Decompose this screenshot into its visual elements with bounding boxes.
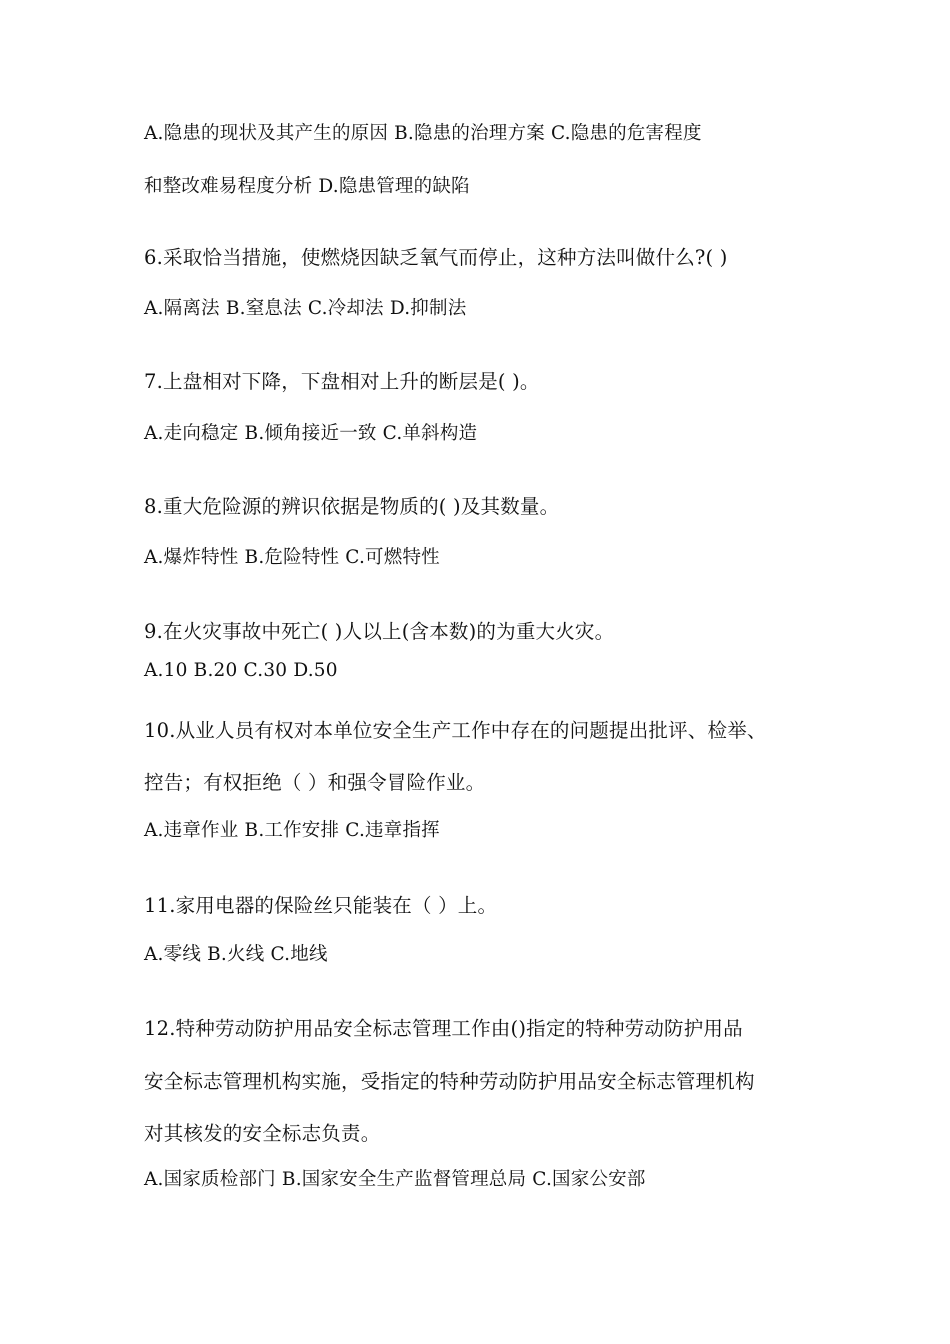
question-7-options: A.走向稳定 B.倾角接近一致 C.单斜构造 [144, 423, 478, 444]
question-12-text-line-1: 12.特种劳动防护用品安全标志管理工作由()指定的特种劳动防护用品 [144, 1017, 743, 1040]
question-12-text-line-3: 对其核发的安全标志负责。 [144, 1122, 381, 1145]
question-12-text-line-2: 安全标志管理机构实施，受指定的特种劳动防护用品安全标志管理机构 [144, 1070, 755, 1093]
question-12-options: A.国家质检部门 B.国家安全生产监督管理总局 C.国家公安部 [144, 1169, 646, 1190]
question-10-text-line-2: 控告；有权拒绝（ ）和强令冒险作业。 [144, 771, 486, 794]
question-11-text: 11.家用电器的保险丝只能装在（ ）上。 [144, 894, 498, 917]
question-5-options-line-2: 和整改难易程度分析 D.隐患管理的缺陷 [144, 176, 470, 197]
question-9-text: 9.在火灾事故中死亡( )人以上(含本数)的为重大火灾。 [144, 620, 615, 643]
question-8-text: 8.重大危险源的辨识依据是物质的( )及其数量。 [144, 495, 560, 518]
question-10-options: A.违章作业 B.工作安排 C.违章指挥 [144, 820, 440, 841]
question-6-text: 6.采取恰当措施，使燃烧因缺乏氧气而停止，这种方法叫做什么?( ) [144, 246, 728, 269]
question-9-options: A.10 B.20 C.30 D.50 [144, 660, 338, 681]
question-7-text: 7.上盘相对下降，下盘相对上升的断层是( )。 [144, 370, 540, 393]
question-8-options: A.爆炸特性 B.危险特性 C.可燃特性 [144, 547, 440, 568]
question-10-text-line-1: 10.从业人员有权对本单位安全生产工作中存在的问题提出批评、检举、 [144, 719, 767, 742]
question-11-options: A.零线 B.火线 C.地线 [144, 944, 328, 965]
question-6-options: A.隔离法 B.窒息法 C.冷却法 D.抑制法 [144, 298, 467, 319]
question-5-options-line-1: A.隐患的现状及其产生的原因 B.隐患的治理方案 C.隐患的危害程度 [144, 123, 702, 144]
